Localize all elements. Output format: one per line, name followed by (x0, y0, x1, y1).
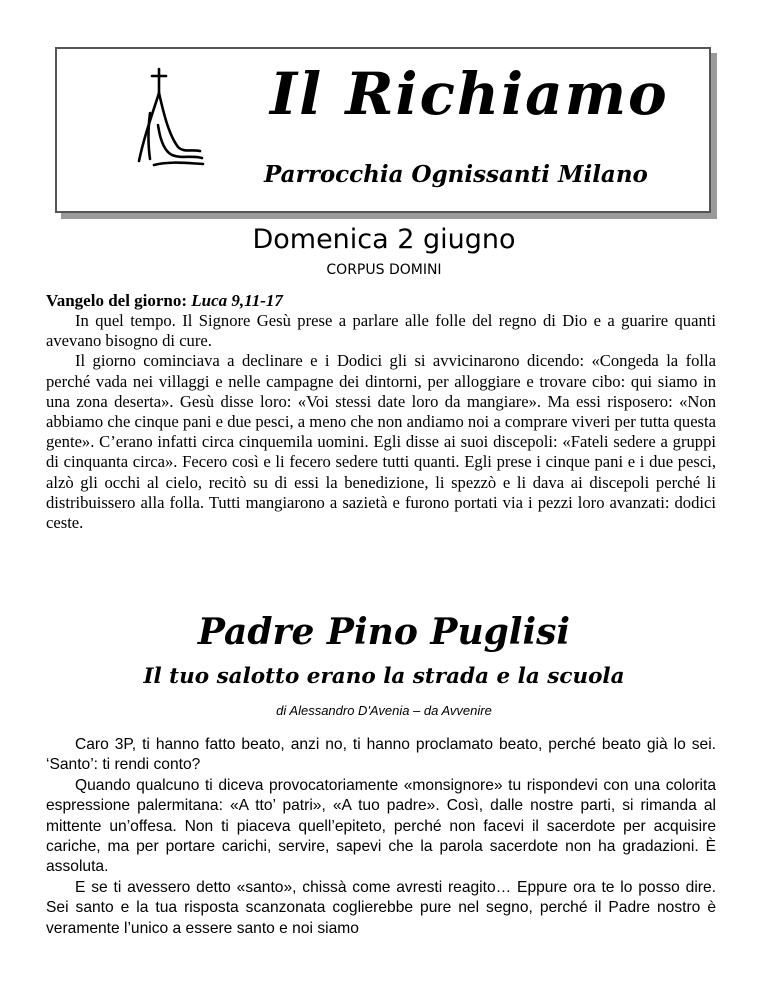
article-paragraph: Quando qualcuno ti diceva provocatoriamente «monsignore» tu rispondevi con una colorita espressione palermitana: «A tto’ patri», «A tuo padre». Così, dalle nostre parti, si rimanda al mittente un’offesa. Non ti piaceva quell’epiteto, perché non facevi il sacerdote per acquisire cariche, ma per portare carichi, servire, sapevi che la parola sacerdote non ha gradazioni. È assoluta. (46, 776, 716, 876)
masthead-title: Il Richiamo (270, 60, 669, 128)
article-subtitle: Il tuo salotto erano la strada e la scuola (143, 664, 625, 689)
gospel-section (46, 291, 716, 533)
church-cross-logo (136, 67, 206, 169)
masthead (55, 47, 711, 213)
gospel-reference: Luca 9,11-17 (191, 291, 283, 310)
gospel-paragraph: Il giorno cominciava a declinare e i Dodici gli si avvicinarono dicendo: «Congeda la folla perché vada nei villaggi e nelle campagne dei dintorni, per alloggiare e trovare cibo: qui siamo in una zona deserta». Gesù disse loro: «Voi stessi date loro da mangiare». Ma essi risposero: «Non abbiamo che cinque pani e due pesci, a meno che non andiamo noi a comprare viveri per tutta questa gente». C’erano infatti circa cinquemila uomini. Egli disse ai suoi discepoli: «Fateli sedere a gruppi di cinquanta circa». Fecero così e li fecero sedere tutti quanti. Egli prese i cinque pani e i due pesci, alzò gli occhi al cielo, recitò su di essi la benedizione, li spezzò e li dava ai discepoli perché li distribuissero alla folla. Tutti mangiarono a sazietà e furono portati via i pezzi loro avanzati: dodici ceste. (46, 351, 716, 533)
article-paragraph: E se ti avessero detto «santo», chissà come avresti reagito… Eppure ora te lo posso dire. Sei santo e la tua risposta scanzonata coglierebbe pure nel segno, perché il Padre nostro è veramente l’unico a essere santo e noi siamo (46, 878, 716, 937)
gospel-heading (46, 291, 716, 311)
date-heading: Domenica 2 giugno (252, 224, 516, 255)
article-body (46, 735, 716, 939)
article-paragraph: Caro 3P, ti hanno fatto beato, anzi no, ti hanno proclamato beato, perché beato già lo sei. ‘Santo’: ti rendi conto? (46, 736, 716, 774)
article-byline: di Alessandro D'Avenia – da Avvenire (276, 703, 492, 718)
feast-name: CORPUS DOMINI (326, 262, 442, 278)
masthead-subtitle: Parrocchia Ognissanti Milano (264, 161, 648, 188)
gospel-label: Vangelo del giorno: (46, 291, 188, 310)
article-title: Padre Pino Puglisi (197, 611, 571, 653)
gospel-paragraph: In quel tempo. Il Signore Gesù prese a parlare alle folle del regno di Dio e a guarire quanti avevano bisogno di cure. (46, 311, 716, 351)
